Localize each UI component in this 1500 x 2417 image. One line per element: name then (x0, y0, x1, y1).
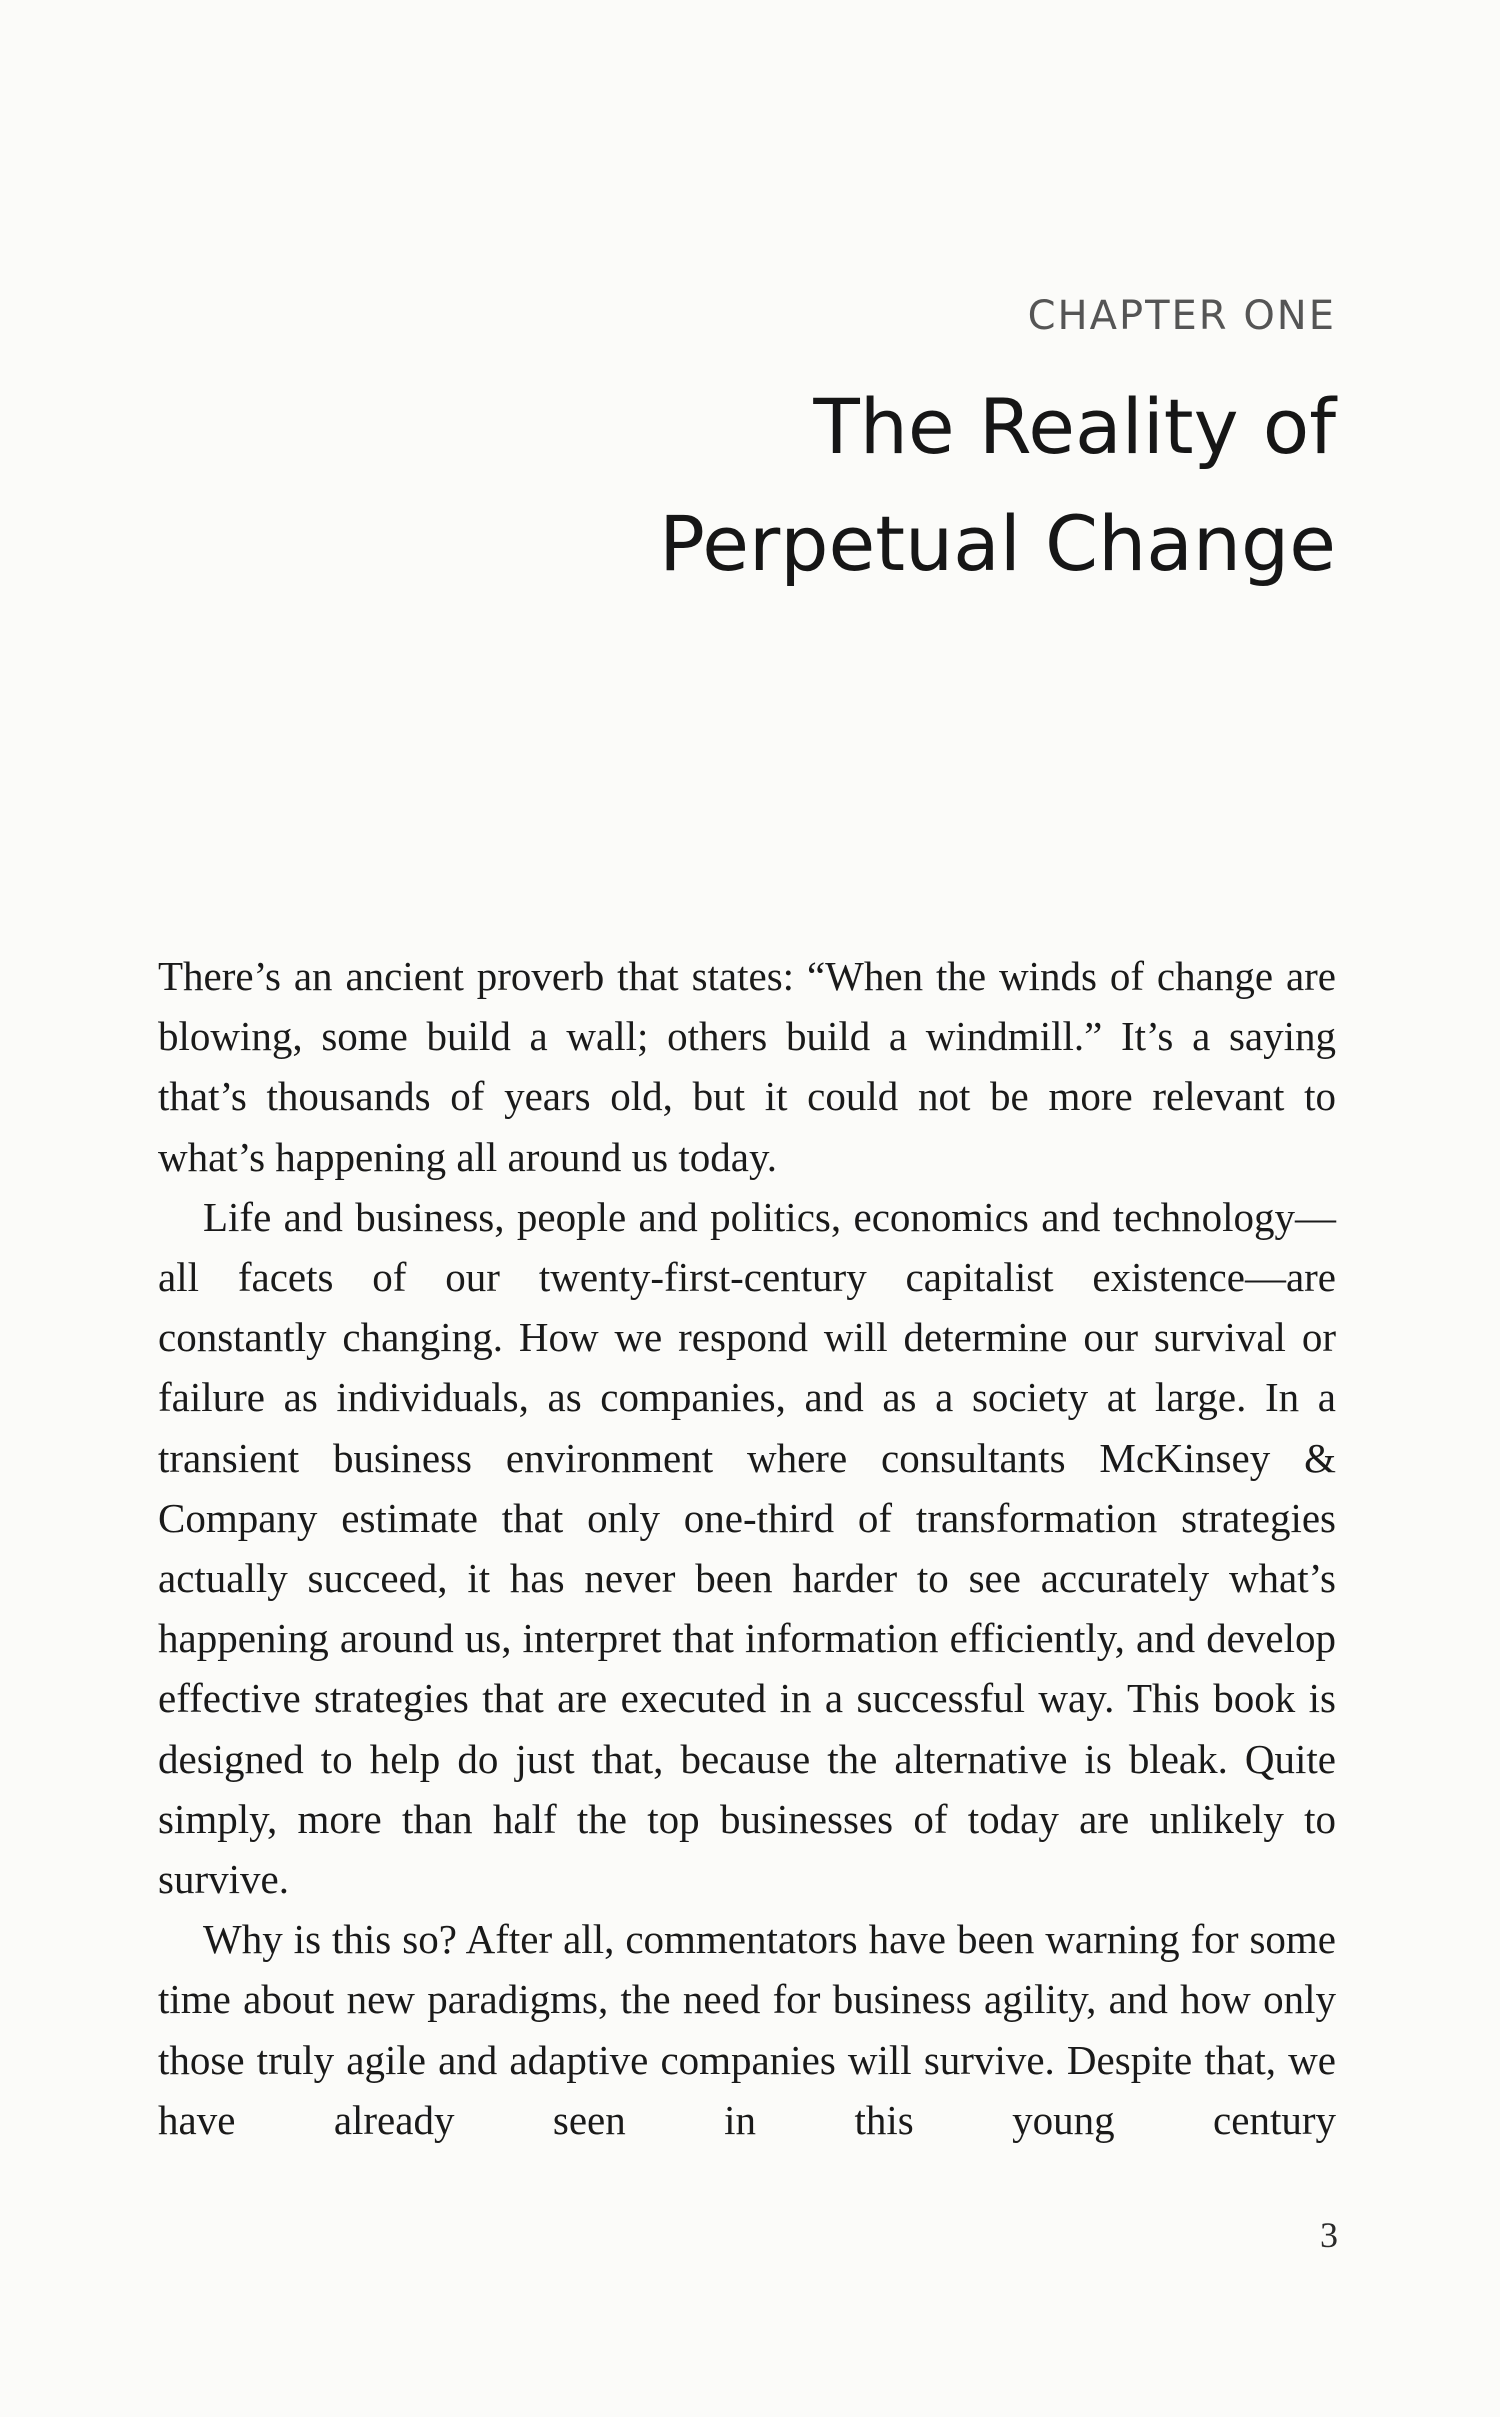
paragraph-1: There’s an ancient proverb that states: “When the winds of change are blowing, some build a wall; others build a windmill.” It’s a saying that’s thousands of years old, but it could not be more relevant to what’s happening all around us today. (158, 953, 1336, 1180)
paragraph-2: Life and business, people and politics, economics and technology—all facets of our twenty-first-century capitalist existence—are constantly changing. How we respond will determine our survival or failure as individuals, as companies, and as a society at large. In a transient business environment where consultants McKinsey & Company estimate that only one-third of transformation strategies actually succeed, it has never been harder to see accurately what’s happening around us, interpret that information efficiently, and develop effective strategies that are executed in a successful way. This book is designed to help do just that, because the alternative is bleak. Quite simply, more than half the top businesses of today are unlikely to survive. (158, 1193, 1336, 1903)
paragraph-3: Why is this so? After all, commentators have been warning for some time about new paradigms, the need for business agility, and how only those truly agile and adaptive companies will survive. Despite that, we have already seen in this young century (158, 1916, 1336, 2143)
chapter-title-line-1: The Reality of (813, 382, 1336, 471)
body-text (158, 946, 1336, 2150)
chapter-title (158, 368, 1336, 602)
chapter-label: CHAPTER ONE (1027, 293, 1336, 339)
page-number: 3 (1320, 2215, 1338, 2255)
chapter-title-line-2: Perpetual Change (659, 499, 1336, 588)
